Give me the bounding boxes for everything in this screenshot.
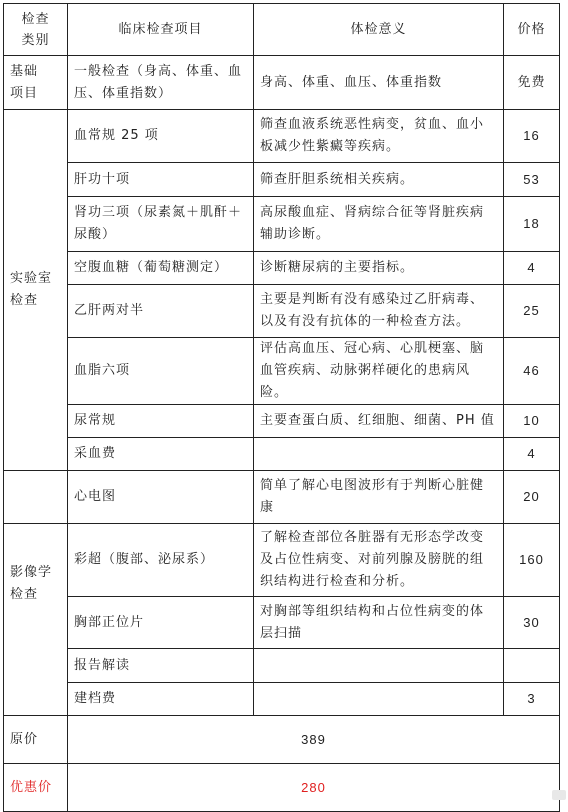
original-price-row: [4, 716, 560, 764]
item-price: 4: [504, 252, 560, 285]
item-meaning: 主要是判断有没有感染过乙肝病毒、以及有没有抗体的一种检查方法。: [254, 285, 504, 338]
table-row: [4, 438, 560, 471]
item-meaning: 诊断糖尿病的主要指标。: [254, 252, 504, 285]
original-price-value: 389: [68, 716, 560, 764]
item-meaning: 了解检查部位各脏器有无形态学改变及占位性病变、对前列腺及膀胱的组织结构进行检查和分析。: [254, 524, 504, 597]
table-row: [4, 252, 560, 285]
category-lab: 实验室 检查: [4, 110, 68, 471]
item-name: 采血费: [68, 438, 254, 471]
item-meaning: 简单了解心电图波形有于判断心脏健康: [254, 471, 504, 524]
item-price: 4: [504, 438, 560, 471]
item-price: 免费: [504, 56, 560, 110]
corner-watermark: [552, 790, 566, 800]
header-item: 临床检查项目: [68, 4, 254, 56]
table-row: [4, 683, 560, 716]
item-price: 25: [504, 285, 560, 338]
item-price: 16: [504, 110, 560, 163]
item-price: 46: [504, 338, 560, 405]
table-row: [4, 110, 560, 163]
item-name: 乙肝两对半: [68, 285, 254, 338]
item-meaning: [254, 683, 504, 716]
table-row: [4, 338, 560, 405]
category-empty: [4, 471, 68, 524]
item-name: 一般检查（身高、体重、血压、体重指数）: [68, 56, 254, 110]
discount-price-row: [4, 764, 560, 812]
item-meaning: 对胸部等组织结构和占位性病变的体层扫描: [254, 597, 504, 649]
item-meaning: 身高、体重、血压、体重指数: [254, 56, 504, 110]
table-header-row: [4, 4, 560, 56]
table-row: [4, 471, 560, 524]
item-price: 20: [504, 471, 560, 524]
item-meaning: 筛查血液系统恶性病变，贫血、血小板减少性紫癜等疾病。: [254, 110, 504, 163]
item-name: 尿常规: [68, 405, 254, 438]
item-meaning: 评估高血压、冠心病、心肌梗塞、脑血管疾病、动脉粥样硬化的患病风险。: [254, 338, 504, 405]
item-meaning: 筛查肝胆系统相关疾病。: [254, 163, 504, 197]
item-price: 18: [504, 197, 560, 252]
item-meaning: [254, 649, 504, 683]
item-price: 160: [504, 524, 560, 597]
item-meaning: [254, 438, 504, 471]
item-meaning: 高尿酸血症、肾病综合征等肾脏疾病辅助诊断。: [254, 197, 504, 252]
table-row: [4, 285, 560, 338]
table-row: [4, 649, 560, 683]
price-table: [3, 3, 560, 812]
category-basic: 基础 项目: [4, 56, 68, 110]
item-price: 53: [504, 163, 560, 197]
table-row: [4, 197, 560, 252]
table-row: [4, 56, 560, 110]
discount-price-label: 优惠价: [4, 764, 68, 812]
table-row: [4, 405, 560, 438]
header-meaning: 体检意义: [254, 4, 504, 56]
original-price-label: 原价: [4, 716, 68, 764]
item-price: 3: [504, 683, 560, 716]
item-price: [504, 649, 560, 683]
table-row: [4, 524, 560, 597]
discount-price-value: 280: [68, 764, 560, 812]
item-name: 心电图: [68, 471, 254, 524]
category-imaging: 影像学 检查: [4, 524, 68, 716]
item-name: 建档费: [68, 683, 254, 716]
item-name: 胸部正位片: [68, 597, 254, 649]
item-name: 报告解读: [68, 649, 254, 683]
item-meaning: 主要查蛋白质、红细胞、细菌、PH 值: [254, 405, 504, 438]
item-name: 血常规 25 项: [68, 110, 254, 163]
table-row: [4, 597, 560, 649]
item-name: 肝功十项: [68, 163, 254, 197]
item-name: 血脂六项: [68, 338, 254, 405]
table-row: [4, 163, 560, 197]
item-price: 10: [504, 405, 560, 438]
item-name: 彩超（腹部、泌尿系）: [68, 524, 254, 597]
item-price: 30: [504, 597, 560, 649]
item-name: 空腹血糖（葡萄糖测定）: [68, 252, 254, 285]
header-price: 价格: [504, 4, 560, 56]
header-category: 检查 类别: [4, 4, 68, 56]
item-name: 肾功三项（尿素氮＋肌酐＋尿酸）: [68, 197, 254, 252]
